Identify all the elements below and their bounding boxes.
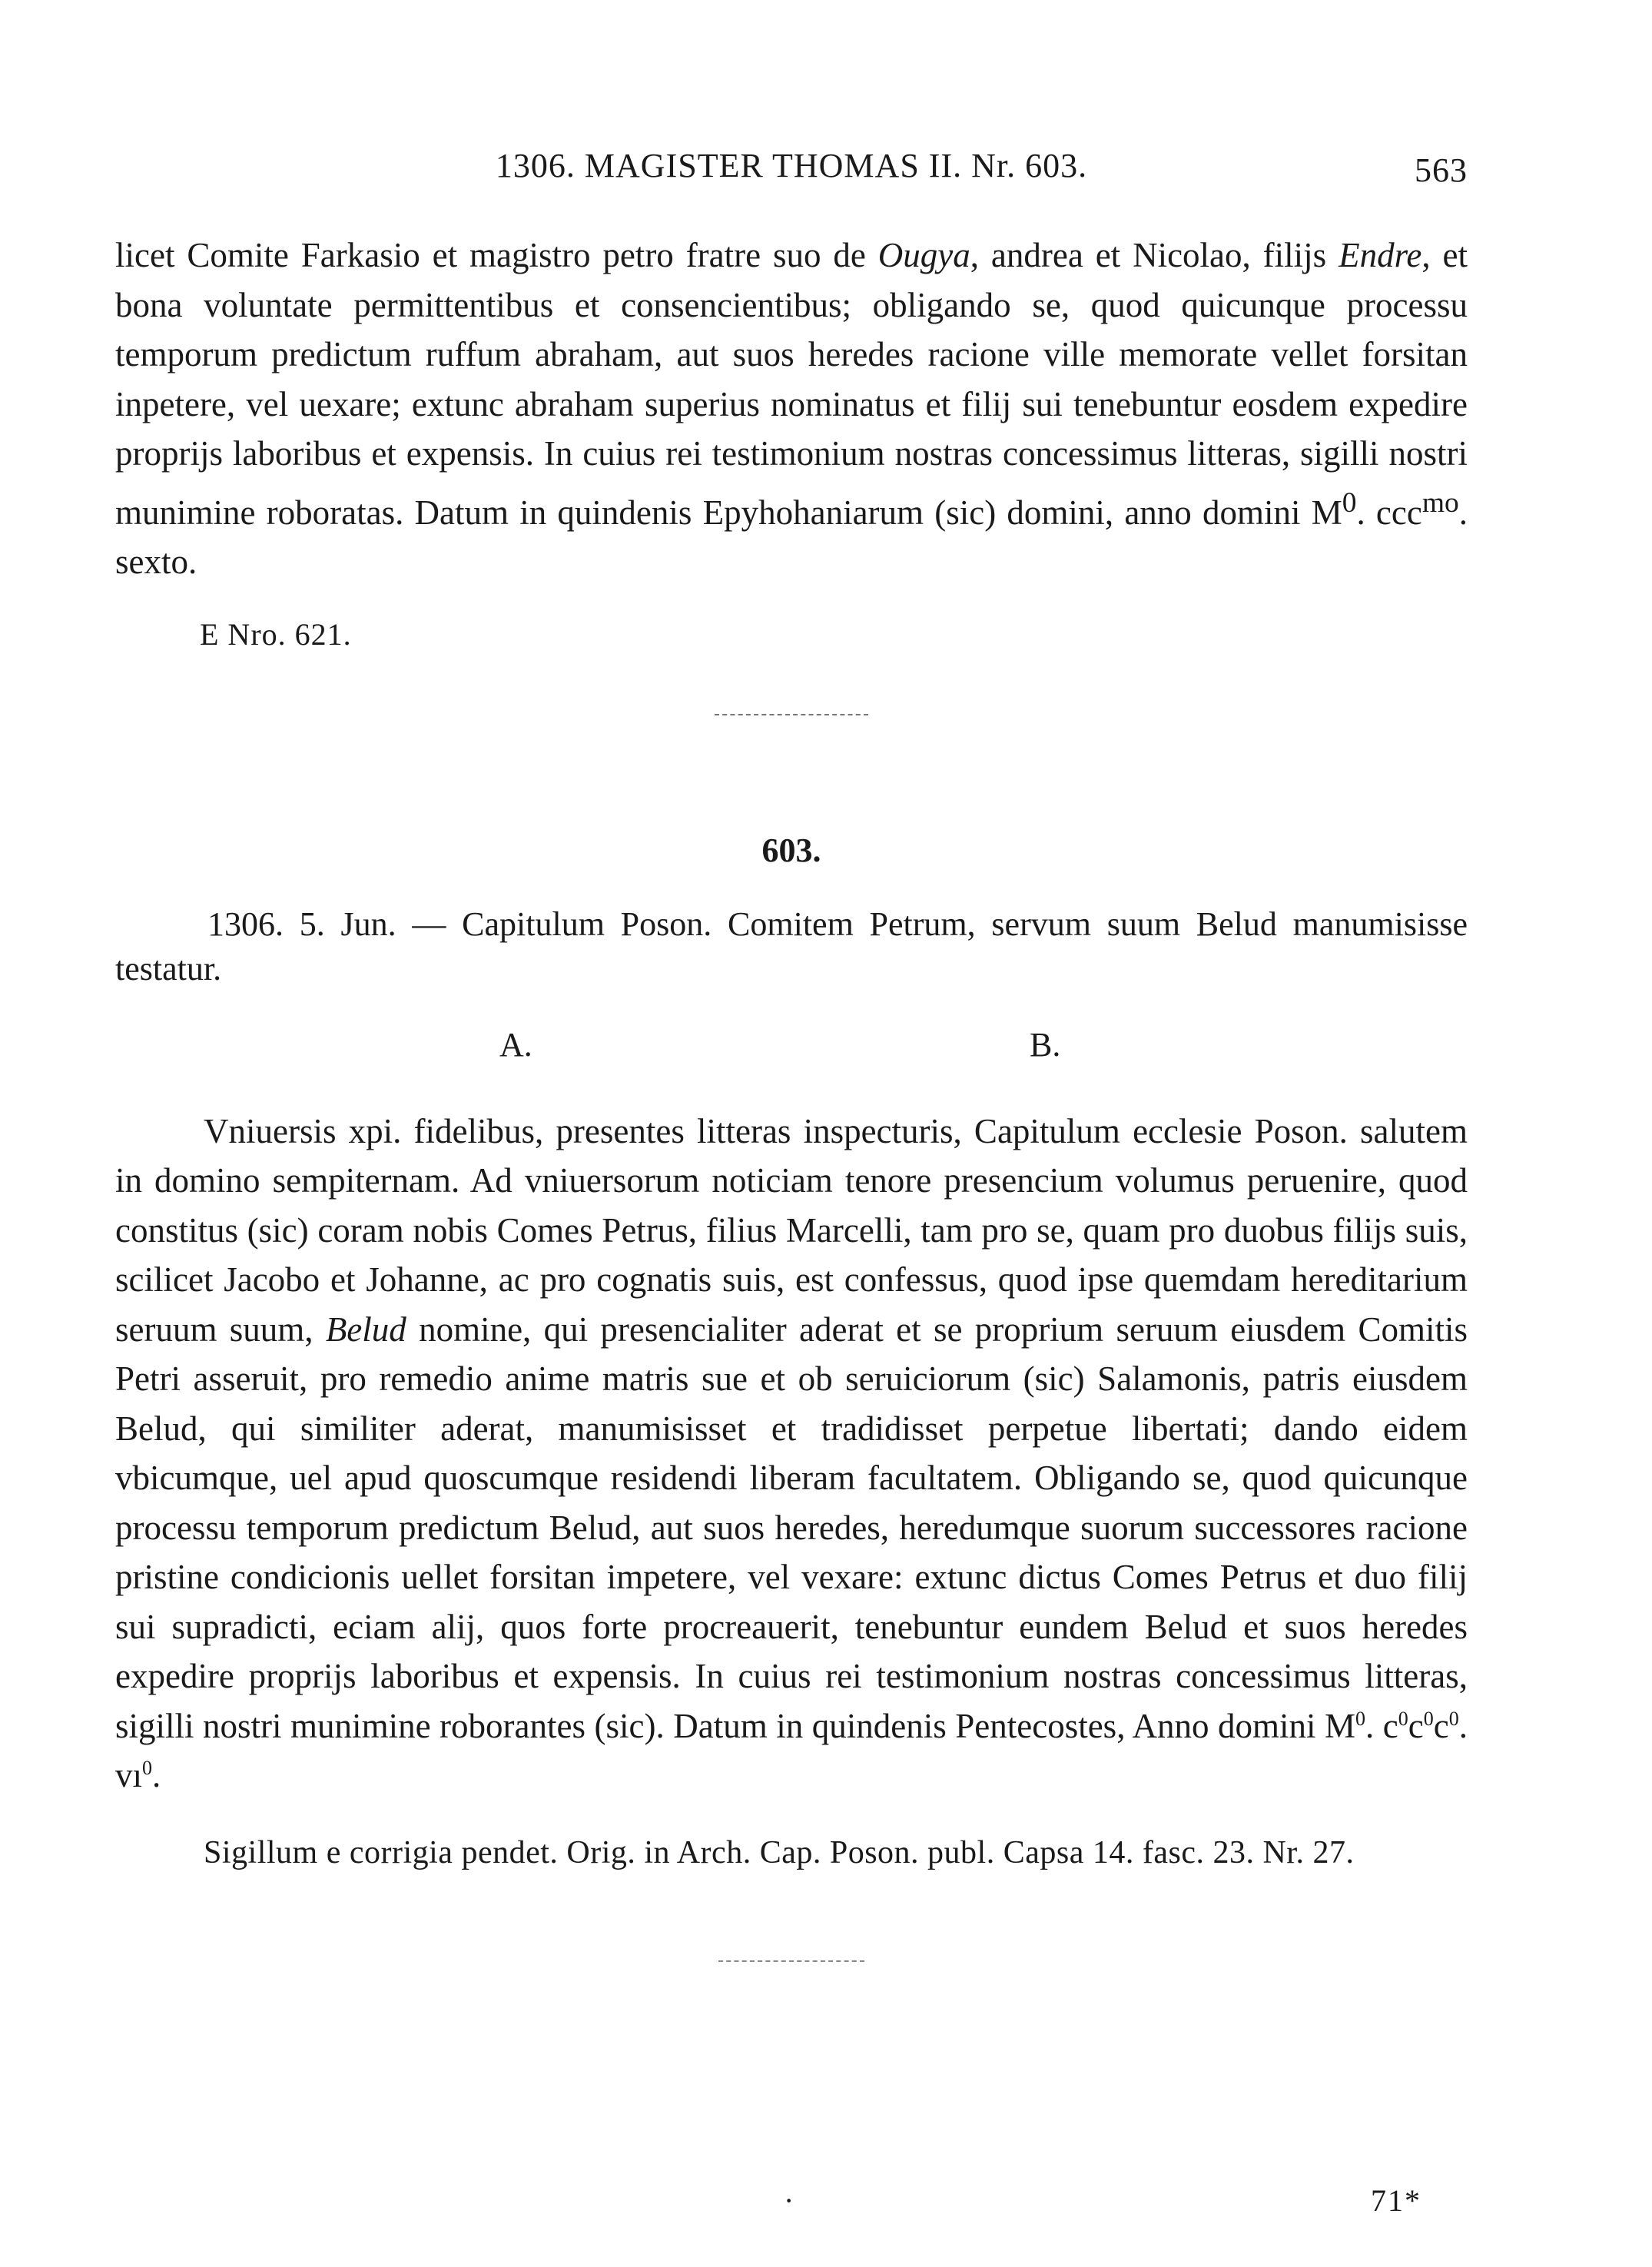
text-segment: c <box>1433 1706 1449 1745</box>
text-segment: . c <box>1365 1706 1398 1745</box>
text-segment: Vniuersis xpi. fidelibus, presentes litteras inspecturis, Capitulum ecclesie Poson. salutem in domino sempiternam. Ad vniuersorum noticiam tenore presencium volumus peruenire, quod constitus (sic) coram nobis Comes Petrus, filius Marcelli, tam pro se, quam pro duobus filijs suis, scilicet Jacobo et Johanne, ac pro cognatis suis, est confessus, quod ipse quemdam hereditarium seruum suum, <box>115 1111 1468 1349</box>
superscript: 0 <box>1398 1707 1408 1730</box>
text-segment: licet Comite Farkasio et magistro petro fratre suo de <box>115 236 866 274</box>
signature-mark: 71* <box>1371 2183 1421 2218</box>
text-segment: . sexto. <box>115 493 1468 581</box>
document-number: 603. <box>761 831 821 869</box>
text-segment: . ccc <box>1356 493 1422 532</box>
text-segment: nomine, qui presencialiter aderat et se proprium seruum eiusdem Comitis Petri asseruit, pro remedio anime matris sue et ob seruiciorum (sic) Salamonis, patris eiusdem Belud, qui similiter aderat, manumisisset et tradidisset perpetue libertati; dando eidem vbicumque, uel apud quoscumque residendi liberam facultatem. Obligando se, quod quicunque processu temporum predictum Belud, aut suos heredes, heredumque suorum successores racione pristine condicionis uellet forsitan impetere, vel vexare: extunc dictus Comes Petrus et duo filij sui supradicti, eciam alij, quos forte procreauerit, tenebuntur eundem Belud et suos heredes expedire proprijs laboribus et expensis. In cuius rei testimonium nostras concessimus litteras, sigilli nostri munimine roborantes (sic). Datum in quindenis Pentecostes, Anno domini M <box>115 1309 1468 1745</box>
running-head <box>115 146 1468 192</box>
superscript: 0 <box>1355 1707 1366 1730</box>
superscript: 0 <box>1423 1707 1434 1730</box>
page <box>115 146 1468 1962</box>
variants-row <box>115 1025 1468 1074</box>
superscript: 0 <box>1448 1707 1459 1730</box>
superscript: 0 <box>142 1757 153 1779</box>
running-head-title: 1306. MAGISTER THOMAS II. Nr. 603. <box>495 147 1088 184</box>
separator <box>715 714 868 715</box>
regest <box>115 902 1468 991</box>
footer <box>115 2182 1468 2229</box>
person-name: Belud <box>325 1309 406 1349</box>
source-text: Sigillum e corrigia pendet. Orig. in Arch. Cap. Poson. publ. Capsa 14. fasc. 23. Nr. 27. <box>204 1834 1355 1870</box>
source-note <box>115 1830 1468 1876</box>
text-segment: , andrea et Nicolao, filijs <box>970 236 1327 274</box>
superscript: 0 <box>1342 486 1357 519</box>
footer-dot: · <box>784 2183 794 2218</box>
place-name: Ougya <box>877 236 970 274</box>
text-segment: . vı <box>115 1706 1468 1794</box>
document-text <box>115 1107 1468 1801</box>
text-segment: . <box>152 1756 161 1794</box>
superscript: mo <box>1421 486 1459 519</box>
person-name: Endre <box>1339 236 1422 274</box>
separator <box>718 1960 864 1962</box>
variant-a: A. <box>499 1025 532 1064</box>
page-number: 563 <box>1415 151 1468 189</box>
variant-b: B. <box>1030 1025 1061 1064</box>
regest-text: 1306. 5. Jun. — Capitulum Poson. Comitem Petrum, servum suum Belud manumisisse testatur. <box>115 904 1468 987</box>
text-segment: c <box>1408 1706 1424 1745</box>
reference-line: E Nro. 621. <box>200 616 352 652</box>
text-segment: , et bona voluntate permittentibus et consencientibus; obligando se, quod quicunque processu temporum predictum ruffum abraham, aut suos heredes racione ville memorate vellet forsitan inpetere, vel uexare; extunc abraham superius nominatus et filij sui tenebuntur eosdem expedire proprijs laboribus et expensis. In cuius rei testimonium nostras concessimus litteras, sigilli nostri munimine roboratas. Datum in quindenis Epyhohaniarum (sic) domini, anno domini M <box>115 236 1468 532</box>
previous-document-text <box>115 231 1468 587</box>
